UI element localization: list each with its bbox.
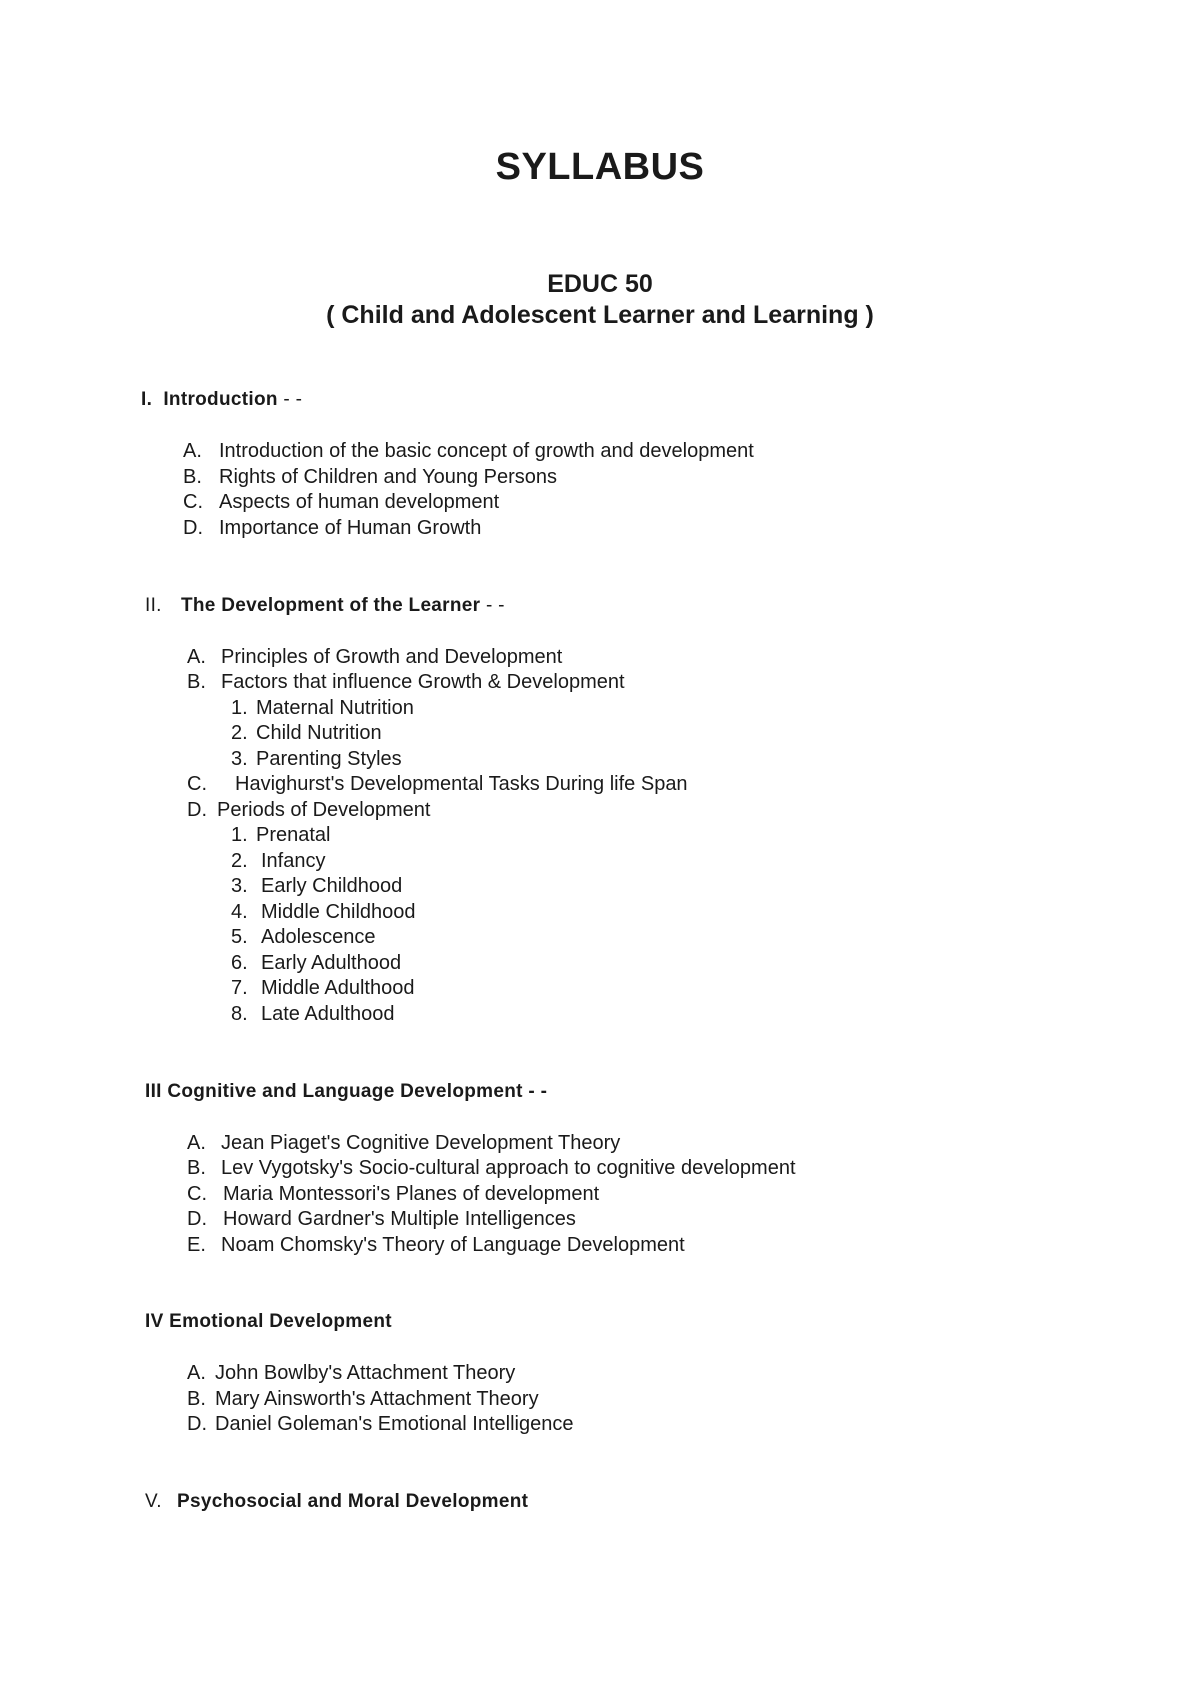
list-item: [187, 773, 688, 796]
section-number: IV: [145, 1311, 164, 1332]
list-marker: A.: [187, 1362, 206, 1384]
list-item-text: Maria Montessori's Planes of development: [223, 1183, 600, 1205]
list-marker: B.: [187, 1157, 206, 1179]
list-item-text: John Bowlby's Attachment Theory: [215, 1362, 516, 1384]
list-item-text: Howard Gardner's Multiple Intelligences: [223, 1208, 576, 1230]
list-marker: 7.: [231, 977, 248, 999]
section-number: V.: [145, 1491, 162, 1512]
section-title: Psychosocial and Moral Development: [177, 1491, 529, 1512]
section-heading-emotional: [145, 1311, 392, 1333]
list-marker: A.: [187, 646, 206, 668]
list-item-text: Child Nutrition: [256, 722, 382, 744]
list-item-text: Adolescence: [261, 926, 376, 948]
section-heading-psychosocial-moral: [145, 1491, 528, 1513]
list-item-text: Periods of Development: [217, 799, 431, 821]
list-item: [183, 440, 754, 463]
list-item-text: Daniel Goleman's Emotional Intelligence: [215, 1413, 574, 1435]
list-item: [187, 671, 625, 694]
sublist-item: [231, 1003, 394, 1026]
sublist-item: [231, 926, 376, 949]
list-marker: B.: [183, 466, 202, 488]
list-marker: 3.: [231, 748, 248, 770]
list-marker: D.: [187, 1208, 207, 1230]
sublist-item: [231, 748, 402, 771]
sublist-item: [231, 850, 325, 873]
list-item: [187, 1157, 796, 1180]
course-name: ( Child and Adolescent Learner and Learning ): [326, 301, 874, 329]
list-item-text: Late Adulthood: [261, 1003, 395, 1025]
list-marker: 3.: [231, 875, 248, 897]
list-item-text: Mary Ainsworth's Attachment Theory: [215, 1388, 539, 1410]
section-heading-cognitive-language: [145, 1081, 547, 1103]
sublist-item: [231, 952, 401, 975]
list-marker: A.: [183, 440, 202, 462]
list-item-text: Maternal Nutrition: [256, 697, 414, 719]
list-item-text: Rights of Children and Young Persons: [219, 466, 558, 488]
document-title: SYLLABUS: [495, 146, 705, 188]
list-item: [187, 799, 430, 822]
list-item-text: Noam Chomsky's Theory of Language Development: [221, 1234, 685, 1256]
section-number: III: [145, 1081, 162, 1102]
list-item-text: Prenatal: [256, 824, 331, 846]
list-marker: D.: [187, 1413, 207, 1435]
list-item-text: Factors that influence Growth & Development: [221, 671, 625, 693]
list-marker: 8.: [231, 1003, 248, 1025]
list-item-text: Principles of Growth and Development: [221, 646, 563, 668]
list-item-text: Lev Vygotsky's Socio-cultural approach to cognitive development: [221, 1157, 796, 1179]
list-item: [183, 466, 557, 489]
section-title: The Development of the Learner: [181, 595, 481, 616]
list-marker: C.: [187, 1183, 207, 1205]
list-item: [187, 1208, 576, 1231]
sublist-item: [231, 824, 331, 847]
section-heading-introduction: [141, 389, 302, 411]
sublist-item: [231, 901, 416, 924]
section-number: I.: [141, 389, 153, 410]
section-suffix: - -: [528, 1081, 548, 1102]
course-code: EDUC 50: [547, 270, 653, 298]
list-marker: 6.: [231, 952, 248, 974]
list-marker: B.: [187, 1388, 206, 1410]
list-marker: C.: [183, 491, 203, 513]
list-marker: 1.: [231, 824, 248, 846]
list-item-text: Aspects of human development: [219, 491, 500, 513]
section-number: II.: [145, 595, 162, 616]
list-marker: C.: [187, 773, 207, 795]
list-item-text: Early Childhood: [261, 875, 403, 897]
section-heading-development-of-learner: [145, 595, 505, 617]
list-item-text: Havighurst's Developmental Tasks During life Span: [235, 773, 688, 795]
list-item: [187, 1234, 685, 1257]
list-marker: 5.: [231, 926, 248, 948]
list-item: [187, 1132, 620, 1155]
sublist-item: [231, 875, 402, 898]
list-item: [187, 646, 562, 669]
section-title: Introduction: [163, 389, 278, 410]
list-item: [187, 1413, 573, 1436]
list-marker: 2.: [231, 722, 248, 744]
list-item-text: Jean Piaget's Cognitive Development Theory: [221, 1132, 621, 1154]
list-item-text: Importance of Human Growth: [219, 517, 482, 539]
list-item-text: Infancy: [261, 850, 326, 872]
list-item: [187, 1362, 515, 1385]
list-marker: 1.: [231, 697, 248, 719]
sublist-item: [231, 722, 382, 745]
list-marker: A.: [187, 1132, 206, 1154]
sublist-item: [231, 697, 414, 720]
list-marker: D.: [187, 799, 207, 821]
section-suffix: - -: [485, 595, 505, 616]
list-marker: 2.: [231, 850, 248, 872]
section-suffix: - -: [283, 389, 303, 410]
list-marker: E.: [187, 1234, 206, 1256]
section-title: Emotional Development: [169, 1311, 392, 1332]
list-item-text: Middle Childhood: [261, 901, 416, 923]
list-item-text: Introduction of the basic concept of growth and development: [219, 440, 754, 462]
list-marker: B.: [187, 671, 206, 693]
section-title: Cognitive and Language Development: [167, 1081, 523, 1102]
list-item: [187, 1183, 599, 1206]
list-item: [183, 517, 481, 540]
sublist-item: [231, 977, 414, 1000]
list-item: [187, 1388, 539, 1411]
list-item: [183, 491, 499, 514]
list-item-text: Parenting Styles: [256, 748, 402, 770]
list-item-text: Middle Adulthood: [261, 977, 415, 999]
list-item-text: Early Adulthood: [261, 952, 402, 974]
list-marker: 4.: [231, 901, 248, 923]
list-marker: D.: [183, 517, 203, 539]
